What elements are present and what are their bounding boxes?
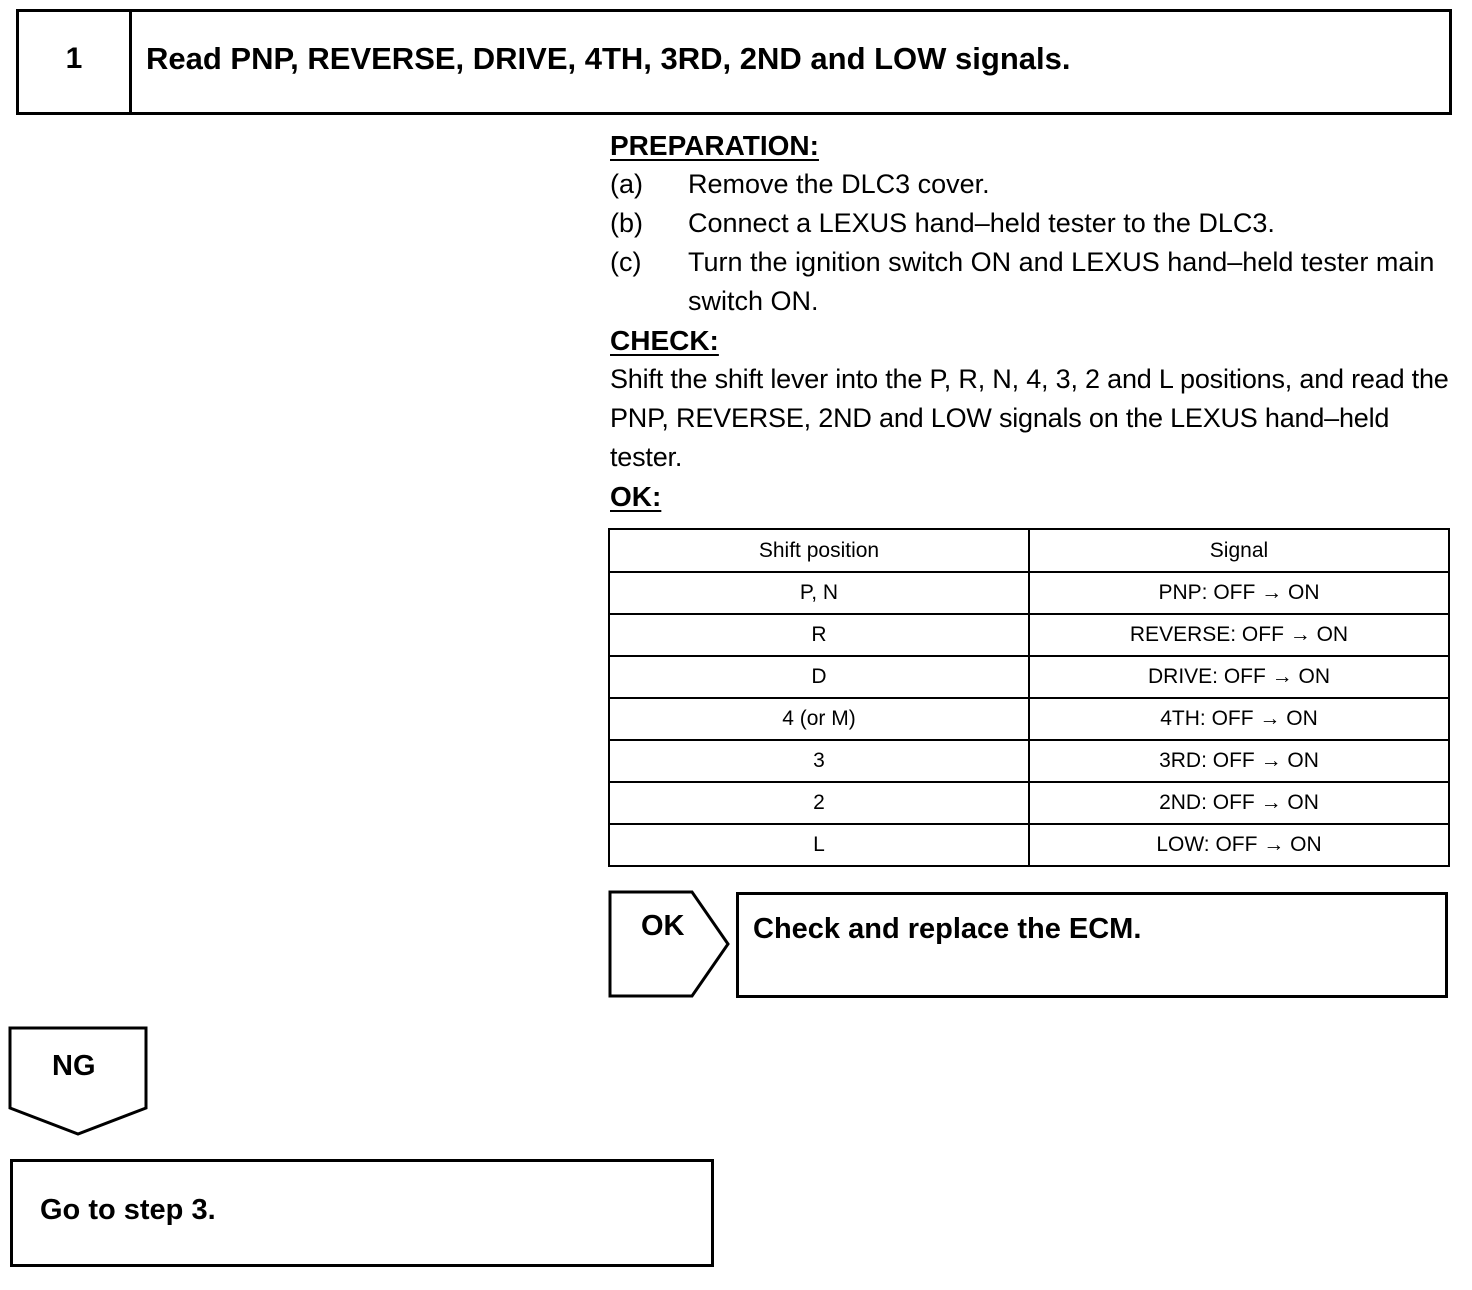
- ok-heading: OK:: [610, 481, 662, 512]
- item-text: Remove the DLC3 cover.: [688, 169, 990, 199]
- list-item: [610, 243, 1460, 321]
- cell-shift-position: R: [609, 614, 1029, 656]
- procedure-content: [610, 126, 1460, 516]
- item-letter: (b): [610, 208, 643, 238]
- list-item: [610, 204, 1460, 243]
- cell-signal: REVERSE: OFF → ON: [1029, 614, 1449, 656]
- ok-label: OK: [641, 910, 685, 942]
- check-text: Shift the shift lever into the P, R, N, 4, 3, 2 and L positions, and read the PNP, REVERSE, 2ND and LOW signals on the LEXUS hand–held tester.: [610, 364, 1449, 472]
- table-row: [609, 782, 1449, 824]
- ng-branch-arrow: [8, 1026, 148, 1136]
- cell-shift-position: P, N: [609, 572, 1029, 614]
- item-text: Connect a LEXUS hand–held tester to the DLC3.: [688, 208, 1275, 238]
- right-arrow-tag-icon: [608, 890, 732, 998]
- cell-signal: 2ND: OFF → ON: [1029, 782, 1449, 824]
- column-header-shift-position: Shift position: [609, 529, 1029, 572]
- table-row: [609, 824, 1449, 866]
- cell-shift-position: L: [609, 824, 1029, 866]
- item-letter: (a): [610, 169, 643, 199]
- table-row: [609, 572, 1449, 614]
- cell-shift-position: D: [609, 656, 1029, 698]
- table-row: [609, 656, 1449, 698]
- step-title: Read PNP, REVERSE, DRIVE, 4TH, 3RD, 2ND and LOW signals.: [146, 41, 1071, 76]
- cell-signal: PNP: OFF → ON: [1029, 572, 1449, 614]
- item-text: Turn the ignition switch ON and LEXUS hand–held tester main switch ON.: [688, 247, 1435, 316]
- item-letter: (c): [610, 247, 642, 277]
- column-header-signal: Signal: [1029, 529, 1449, 572]
- cell-signal: LOW: OFF → ON: [1029, 824, 1449, 866]
- cell-signal: DRIVE: OFF → ON: [1029, 656, 1449, 698]
- ok-branch-arrow: [608, 890, 732, 998]
- step-number: 1: [19, 12, 132, 112]
- preparation-list: [610, 165, 1460, 321]
- cell-shift-position: 4 (or M): [609, 698, 1029, 740]
- cell-signal: 3RD: OFF → ON: [1029, 740, 1449, 782]
- table-header-row: [609, 529, 1449, 572]
- cell-signal: 4TH: OFF → ON: [1029, 698, 1449, 740]
- ok-action-box: Check and replace the ECM.: [736, 892, 1448, 998]
- table-row: [609, 698, 1449, 740]
- preparation-heading: PREPARATION:: [610, 130, 819, 161]
- step-header: [16, 9, 1452, 115]
- ng-action-box: Go to step 3.: [10, 1159, 714, 1267]
- table-row: [609, 740, 1449, 782]
- ng-label: NG: [52, 1050, 96, 1082]
- list-item: [610, 165, 1460, 204]
- cell-shift-position: 3: [609, 740, 1029, 782]
- cell-shift-position: 2: [609, 782, 1029, 824]
- signal-table: [608, 528, 1450, 867]
- table-row: [609, 614, 1449, 656]
- check-heading: CHECK:: [610, 325, 719, 356]
